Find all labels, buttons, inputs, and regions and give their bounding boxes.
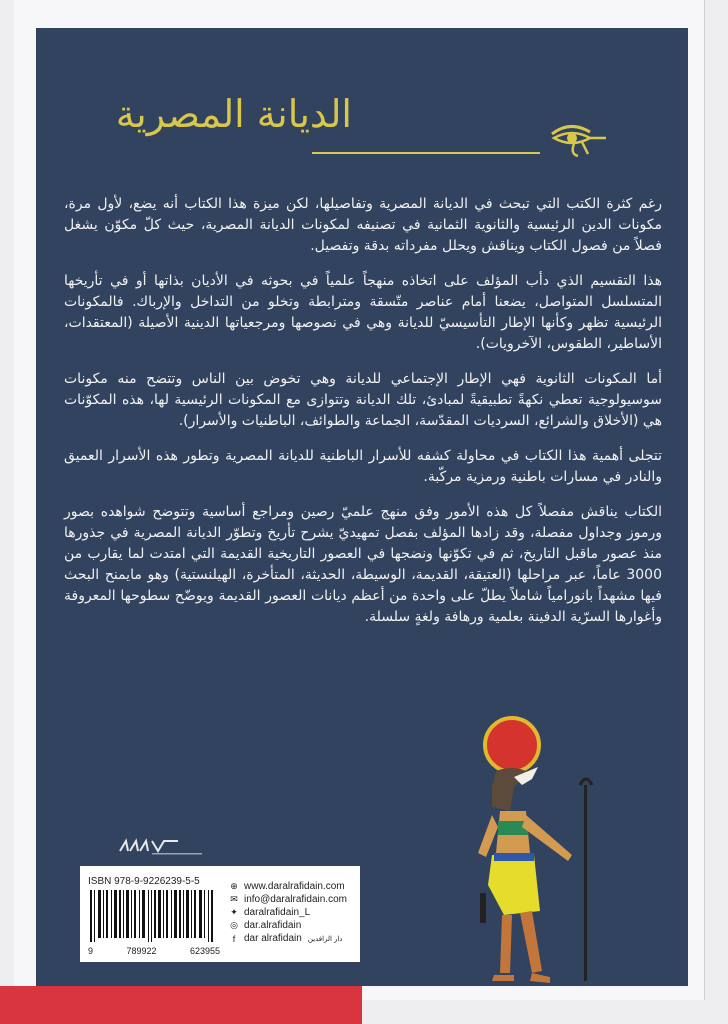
contact-website <box>228 880 347 893</box>
paragraph-5: الكتاب يناقش مفصلاً كل هذه الأمور وفق منهج علميّ رصين ومراجع أساسية وتتوضح شواهده بصور ورموز وجداول مفصلة، وقد زادها المؤلف بفصل تمهيديّ يشرح تأريخ وتطوّر الديانة المصرية في جذورها منذ عصور ماقبل التاريخ، ثم في تكوّنها ونضجها في العصور التاريخية القديمة التي امتدت لما يقارب من 3000 عاماً، عبر مراحلها (العتيقة، القديمة، الوسيطة، الحديثة، المتأخرة، الهيلنستية) وهو مايمنح البحث فيها مشهداً بانورامياً شاملاً يطلّ على واحدة من أعظم ديانات العصور القديمة ويوضّح سطوحها المعروفة وأغوارها السرّية الدفينة بعلمية ورهافة ولغةٍ سلسلة. <box>64 504 662 625</box>
barcode-digits <box>88 946 220 956</box>
contact-list <box>228 880 347 945</box>
facebook-icon: f <box>232 933 236 944</box>
email-text: info@daralrafidain.com <box>244 894 347 905</box>
publisher-logo <box>118 835 210 857</box>
isbn-label: ISBN 978-9-9226239-5-5 <box>88 876 200 887</box>
red-book-edge <box>0 986 362 1024</box>
instagram-text: dar.alrafidain <box>244 920 302 931</box>
instagram-icon: ◎ <box>230 920 238 930</box>
contact-facebook <box>228 932 347 945</box>
paragraph-2: هذا التقسيم الذي دأب المؤلف على اتخاذه منهجاً علمياً في بحوثه في الأديان بذاتها أو في تأريخها المتسلسل المتواصل، يضعنا أمام عناصر متّسقة ومترابطة وتخلو من التداخل والإرباك. فالمكونات الرئيسية تظهر وكأنها الإطار التأسيسيّ للديانة وهي في نصوصها ومرجعياتها الدينية الأصيلة (المعتقدات، الأساطير، الطقوس، الآخرويات). <box>64 273 662 352</box>
website-text: www.daralrafidain.com <box>244 881 345 892</box>
web-icon: ⊕ <box>230 881 238 891</box>
title-underline <box>312 152 540 154</box>
book-title: الديانة المصرية <box>115 92 352 136</box>
barcode-digit-lead: 9 <box>88 946 94 956</box>
barcode-digit-group-2: 623955 <box>189 946 220 956</box>
blurb-text <box>64 194 662 642</box>
twitter-text: daralrafidain_L <box>244 907 311 918</box>
contact-instagram <box>228 919 347 932</box>
barcode <box>90 890 214 942</box>
publisher-logo-mark <box>118 835 210 857</box>
barcode-contact-panel <box>80 866 360 962</box>
contact-email <box>228 893 347 906</box>
paragraph-4: تتجلى أهمية هذا الكتاب في محاولة كشفه للأسرار الباطنية للديانة المصرية وتطور هذه الأسرار العميق والنادر في مسارات باطنية ورمزية مركّبة. <box>64 448 662 485</box>
paragraph-1: رغم كثرة الكتب التي تبحث في الديانة المصرية وتفاصيلها، لكن ميزة هذا الكتاب أنه يضع، لأول مرة، مكونات الدين الرئيسية والثانوية الثمانية في تصنيفه لمكونات الديانة المصرية، حيث كلّ مكوّن يشغل فصلاً من فصول الكتاب ويناقش ويحلل مفرداته بدقة وتفصيل. <box>64 196 662 254</box>
eye-of-horus-icon <box>548 118 608 158</box>
horus-figure-illustration <box>452 715 612 987</box>
twitter-icon: ✦ <box>230 907 238 917</box>
contact-twitter <box>228 906 347 919</box>
barcode-digit-group-1: 789922 <box>126 946 157 956</box>
paragraph-3: أما المكونات الثانوية فهي الإطار الإجتماعي للديانة وهي تخوض بين الناس وتتضح منه مكونات سوسيولوجية تعطي نكهةً تطبيقيةً لمبادئ، تلك الديانة وتتوازى مع المكونات الرئيسية لها، هذه المكوّنات هي (الأخلاق والشرائع، السرديات المقدّسة، الجماعة والطوائف، الباطنيات والأسرار). <box>64 371 662 429</box>
publisher-arabic-name: دار الرافدين <box>307 935 343 943</box>
facebook-text: dar alrafidain <box>244 933 302 944</box>
email-icon: ✉ <box>230 894 238 904</box>
